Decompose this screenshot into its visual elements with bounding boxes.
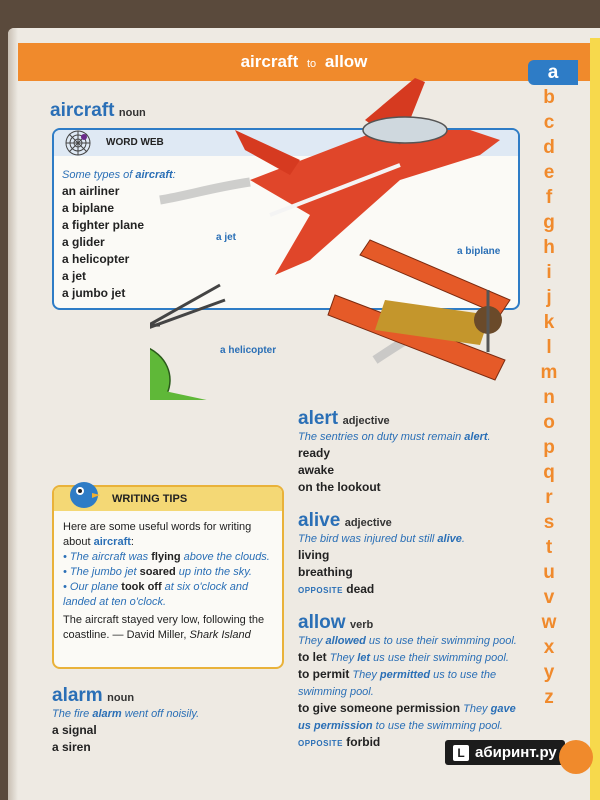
writing-tips-bullets (63, 550, 275, 610)
example-alert: The sentries on duty must remain alert. (298, 431, 491, 443)
header-word-end: allow (324, 52, 368, 71)
alphabet-tab-k[interactable]: k (543, 312, 555, 333)
word-web-title: WORD WEB (106, 137, 164, 148)
opposite-alive: OPPOSITE dead (298, 582, 375, 596)
entry-alive (298, 510, 523, 599)
example-allow: They allowed us to use their swimming pool. (298, 635, 517, 647)
example-alarm: The fire alarm went off noisily. (52, 708, 200, 720)
senses-allow (298, 649, 528, 734)
alphabet-tab-f[interactable]: f (545, 187, 553, 208)
alphabet-tab-i[interactable]: i (546, 262, 552, 283)
alphabet-tab-e[interactable]: e (543, 162, 555, 183)
alphabet-tab-p[interactable]: p (543, 437, 555, 458)
caption-helicopter: a helicopter (220, 345, 277, 356)
header-word-start: aircraft (240, 52, 299, 71)
synonyms-alarm (52, 722, 282, 756)
writing-tip-bullet: • The jumbo jet soared up into the sky. (63, 566, 252, 578)
headword-alarm: alarm (52, 685, 103, 706)
word-web-item: an airliner (62, 184, 120, 198)
alphabet-tab-h[interactable]: h (543, 237, 555, 258)
synonym: living (298, 548, 330, 562)
caption-jet: a jet (216, 232, 237, 243)
jet-smoke-trail (160, 182, 250, 200)
alphabet-tab-j[interactable]: j (546, 287, 552, 308)
word-web-item: a fighter plane (62, 218, 145, 232)
allow-sense: to let They let us use their swimming pool. (298, 650, 509, 664)
synonym: on the lookout (298, 480, 381, 494)
word-web-item: a jet (62, 269, 87, 283)
alphabet-tab-d[interactable]: d (543, 137, 555, 158)
alphabet-tab-t[interactable]: t (545, 537, 553, 558)
headword-allow: allow (298, 612, 346, 633)
pos-alive: adjective (344, 517, 392, 529)
alphabet-tab-v[interactable]: v (543, 587, 555, 608)
book-spine-shadow (8, 28, 18, 800)
alphabet-tab-o[interactable]: o (543, 412, 555, 433)
allow-sense: to give someone permission They gave us permission to use the swimming pool. (298, 701, 516, 732)
allow-sense: to permit They permitted us to use the swimming pool. (298, 667, 497, 698)
alphabet-tab-y[interactable]: y (543, 662, 555, 683)
aircraft-illustrations (150, 70, 530, 400)
biplane-icon (328, 240, 510, 380)
writing-tips-title: WRITING TIPS (112, 493, 188, 505)
alphabet-tab-w[interactable]: w (541, 612, 557, 633)
entry-allow (298, 612, 528, 752)
synonyms-alive (298, 547, 523, 581)
pos-aircraft: noun (118, 107, 146, 119)
word-web-item: a glider (62, 235, 105, 249)
alphabet-tab-l[interactable]: l (546, 337, 552, 358)
pos-alert: adjective (342, 415, 390, 427)
headword-alive: alive (298, 510, 341, 531)
writing-tip-bullet: • Our plane took off at six o'clock and landed at ten o'clock. (63, 581, 249, 608)
synonym: awake (298, 463, 335, 477)
page-corner-badge (559, 740, 593, 774)
synonym: a siren (52, 740, 91, 754)
alphabet-tab-x[interactable]: x (543, 637, 555, 658)
writing-tips-body (63, 520, 275, 643)
entry-aircraft (50, 100, 146, 122)
word-web-item: a jumbo jet (62, 286, 126, 300)
bird-mascot-icon (64, 473, 104, 513)
word-web-item: a helicopter (62, 252, 130, 266)
alphabet-tab-n[interactable]: n (543, 387, 555, 408)
header-to: to (306, 58, 317, 70)
page-edge-stripe (590, 38, 600, 800)
pos-alarm: noun (107, 692, 135, 704)
helicopter-icon (150, 285, 230, 400)
alphabet-tab-b[interactable]: b (543, 87, 555, 108)
headword-alert: alert (298, 408, 339, 429)
writing-tips-quote: The aircraft stayed very low, following the coastline. — David Miller, Shark Island (63, 614, 265, 641)
caption-biplane: a biplane (457, 246, 501, 257)
synonym: ready (298, 446, 331, 460)
alphabet-tab-c[interactable]: c (543, 112, 555, 133)
alphabet-tab-a[interactable]: a (528, 60, 578, 85)
alphabet-tab-s[interactable]: s (543, 512, 555, 533)
entry-alarm (52, 685, 282, 756)
word-web-intro: Some types of aircraft: (62, 169, 176, 181)
opposite-allow: OPPOSITE forbid (298, 735, 381, 749)
example-alive: The bird was injured but still alive. (298, 533, 465, 545)
word-web-item: a biplane (62, 201, 115, 215)
alphabet-tab-u[interactable]: u (543, 562, 555, 583)
writing-tips-box (52, 485, 284, 669)
alphabet-tab-z[interactable]: z (544, 687, 554, 708)
pos-allow: verb (349, 619, 374, 631)
watermark-logo: L абиринт.ру (445, 740, 565, 765)
spider-web-icon (62, 128, 94, 158)
alphabet-tab-r[interactable]: r (545, 487, 553, 508)
entry-alert (298, 408, 523, 496)
alphabet-tab-q[interactable]: q (543, 462, 555, 483)
writing-tip-bullet: • The aircraft was flying above the clouds. (63, 551, 270, 563)
alphabet-tab-g[interactable]: g (543, 212, 555, 233)
alphabet-tab-m[interactable]: m (540, 362, 558, 383)
synonym: a signal (52, 723, 97, 737)
synonym: breathing (298, 565, 353, 579)
writing-tips-intro: Here are some useful words for writing about aircraft: (63, 521, 252, 548)
headword-aircraft: aircraft (50, 100, 115, 121)
synonyms-alert (298, 445, 523, 496)
